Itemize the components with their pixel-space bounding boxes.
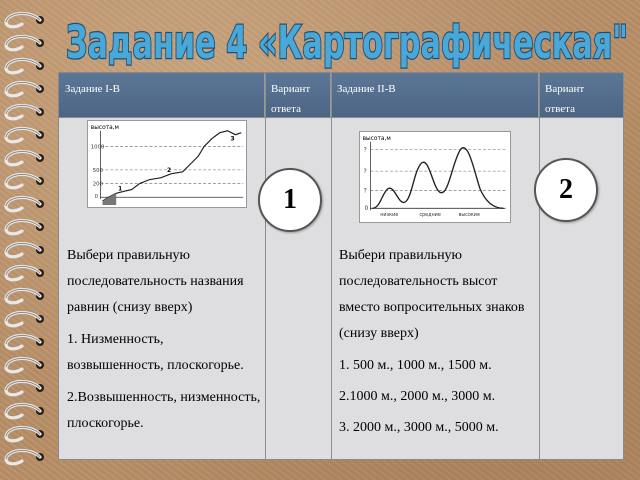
profile1-tick-0: 0 — [94, 194, 99, 201]
profile1-marker-3: 3 — [230, 136, 235, 143]
header-answer2-label: Вариант ответа — [545, 83, 585, 115]
header-task2-label: Задание II-В — [337, 83, 396, 95]
badge-1: 1 — [258, 168, 322, 232]
header-answer1 — [265, 73, 331, 117]
profile1-marker-2: 2 — [167, 167, 172, 174]
slide-title — [58, 6, 638, 70]
profile1-tick-200: 200 — [92, 181, 103, 188]
task1-option-2: 2.Возвышенность, низменность, плоскогорье. — [67, 390, 261, 431]
profile1-marker-1: 1 — [118, 186, 123, 193]
task2-question: Выбери правильную последовательность высот вместо вопросительных знаков (снизу вверх) — [339, 248, 525, 341]
header-task1-label: Задание I-В — [65, 83, 120, 95]
profile2-xlabel-high: высокие — [458, 212, 480, 219]
profile1-tick-500: 500 — [92, 167, 103, 174]
profile2-tick-1: ? — [363, 188, 367, 195]
task2-option-2: 2.1000 м., 2000 м., 3000 м. — [339, 389, 496, 404]
header-task2 — [331, 73, 539, 117]
task2-text — [339, 243, 537, 441]
profile1-tick-1000: 1000 — [90, 144, 105, 151]
profile2-xlabel-low: низкие — [380, 212, 399, 219]
plains-profile-image — [87, 120, 247, 208]
profile2-ylabel: высота,м — [362, 135, 391, 142]
task2-option-3: 3. 2000 м., 3000 м., 5000 м. — [339, 420, 499, 435]
profile2-tick-0: 0 — [364, 206, 369, 213]
header-task1 — [59, 73, 265, 117]
task1-text — [67, 243, 263, 437]
profile2-tick-2: ? — [363, 169, 367, 176]
profile1-ylabel: высота,м — [90, 124, 119, 131]
spiral-binding — [0, 0, 48, 480]
tasks-table — [58, 72, 624, 460]
title-text: Задание 4 «Картографическая" — [66, 16, 628, 69]
task2-option-1: 1. 500 м., 1000 м., 1500 м. — [339, 358, 492, 373]
mountains-profile-image — [359, 131, 511, 223]
header-answer2 — [539, 73, 624, 117]
task1-option-1: 1. Низменность, возвышенность, плоскогорье. — [67, 332, 244, 373]
col-divider-3 — [539, 73, 540, 460]
profile2-tick-3: ? — [363, 147, 367, 154]
profile2-xlabel-mid: средние — [419, 212, 441, 219]
task1-question: Выбери правильную последовательность названия равнин (снизу вверх) — [67, 248, 244, 315]
col-divider-1 — [265, 73, 266, 460]
badge-2: 2 — [534, 158, 598, 222]
header-answer1-label: Вариант ответа — [271, 83, 311, 115]
col-divider-2 — [331, 73, 332, 460]
